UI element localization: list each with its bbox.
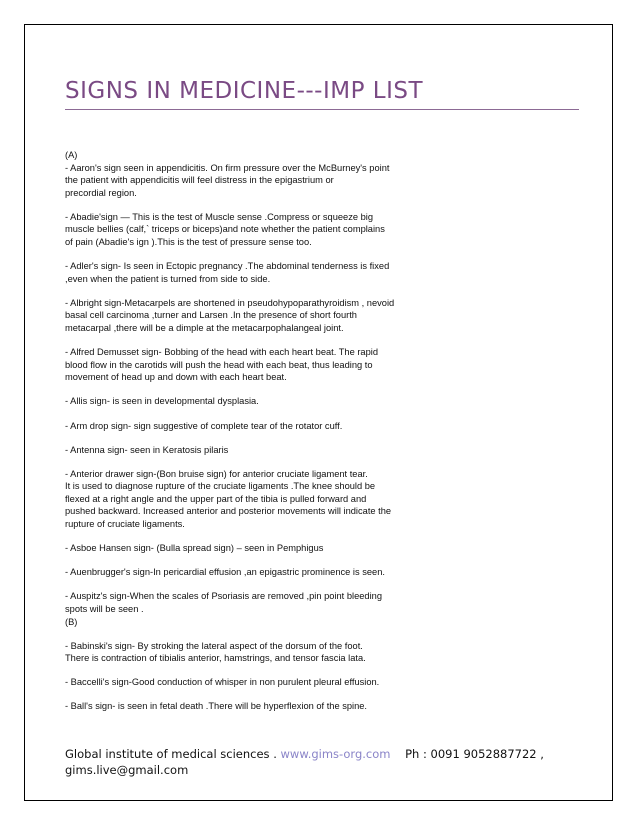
entry-aarons-sign: - Aaron's sign seen in appendicitis. On firm pressure over the McBurney's point the patient with appendicitis will feel distress in the epigastrium or precordial region. bbox=[65, 162, 390, 198]
entry-arm-drop-sign: - Arm drop sign- sign suggestive of complete tear of the rotator cuff. bbox=[65, 420, 343, 431]
footer-website-link[interactable]: www.gims-org.com bbox=[280, 747, 391, 761]
entry-auenbrugger-sign: - Auenbrugger's sign-In pericardial effusion ,an epigastric prominence is seen. bbox=[65, 567, 385, 578]
entry-anterior-drawer-sign: - Anterior drawer sign-(Bon bruise sign) for anterior cruciate ligament tear. It is used to diagnose rupture of the cruciate ligaments .The knee should be flexed at a right angle and the upper part of the tibia is pulled forward and pushed backward. Increased anterior and posterior movements will indicate the rupture of cruciate ligaments. bbox=[65, 468, 392, 530]
page-title: SIGNS IN MEDICINE---IMP LIST bbox=[65, 78, 424, 104]
entry-baccelli-sign: - Baccelli's sign-Good conduction of whisper in non purulent pleural effusion. bbox=[65, 677, 380, 688]
entry-auspitz-sign: - Auspitz's sign-When the scales of Psoriasis are removed ,pin point bleeding spots will be seen . bbox=[65, 591, 382, 614]
entry-babinski-sign: - Babinski's sign- By stroking the lateral aspect of the dorsum of the foot. There is contraction of tibialis anterior, hamstrings, and tensor fascia lata. bbox=[65, 640, 366, 664]
entry-allis-sign: - Allis sign- is seen in developmental dysplasia. bbox=[65, 396, 259, 407]
entry-alfred-demusset-sign: - Alfred Demusset sign- Bobbing of the head with each heart beat. The rapid blood flow in the carotids will push the head with each beat, thus leading to movement of head up and down with each heart beat. bbox=[65, 347, 379, 383]
entry-balls-sign: - Ball's sign- is seen in fetal death .There will be hyperflexion of the spine. bbox=[65, 701, 368, 712]
entry-antenna-sign: - Antenna sign- seen in Keratosis pilaris bbox=[65, 444, 229, 455]
footer-email: gims.live@gmail.com bbox=[65, 763, 189, 777]
entry-albright-sign: - Albright sign-Metacarpels are shortened in pseudohypoparathyroidism , nevoid basal cell carcinoma ,turner and Larsen .In the presence of short fourth metacarpal ,there will be a dimple at the metacarpophalangeal joint. bbox=[65, 297, 395, 334]
footer bbox=[65, 746, 585, 778]
title-divider bbox=[65, 109, 579, 110]
section-a-heading: (A) bbox=[65, 150, 78, 160]
document-body bbox=[65, 149, 575, 725]
entry-adler-sign: - Adler's sign- Is seen in Ectopic pregnancy .The abdominal tenderness is fixed ,even when the patient is turned from side to side. bbox=[65, 261, 390, 284]
entry-abadie-sign: - Abadie'sign — This is the test of Muscle sense .Compress or squeeze big muscle bellies (calf,` triceps or biceps)and note whether the patient complains of pain (Abadie's ign ).This is the test of pressure sense too. bbox=[65, 211, 385, 248]
footer-institute: Global institute of medical sciences . bbox=[65, 747, 281, 761]
section-b-heading: (B) bbox=[65, 616, 78, 627]
entry-asboe-hansen-sign: - Asboe Hansen sign- (Bulla spread sign) – seen in Pemphigus bbox=[65, 543, 324, 554]
footer-phone: Ph : 0091 9052887722 , bbox=[405, 747, 544, 761]
